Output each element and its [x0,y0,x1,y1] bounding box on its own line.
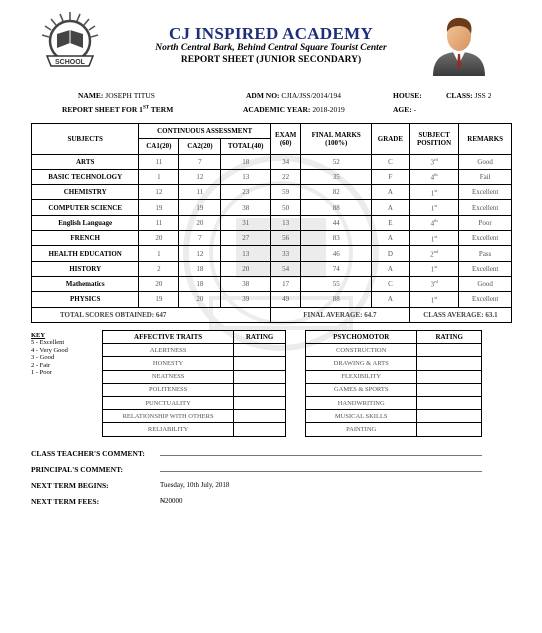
subject-cell: English Language [32,215,139,230]
remarks-cell: Good [459,276,512,291]
rating-cell [234,357,286,370]
rating-cell [417,396,482,409]
class-value: JSS 2 [474,91,492,100]
affective-trait: RELIABILITY [103,423,234,436]
key-item: 3 - Good [31,354,55,362]
position-cell [409,231,458,246]
header-final-marks: FINAL MARKS (100%) [301,124,372,155]
key-title: KEY [31,332,46,339]
class-average: CLASS AVERAGE: 63.1 [409,307,511,322]
subject-cell: BASIC TECHNOLOGY [32,169,139,184]
rating-cell [417,357,482,370]
header-affective-rating: RATING [234,331,286,344]
table-row [32,169,512,184]
ca1-cell: 1 [139,169,179,184]
total-scores: TOTAL SCORES OBTAINED: 647 [32,307,271,322]
remarks-cell: Excellent [459,231,512,246]
ca2-cell: 12 [179,246,221,261]
position-cell [409,185,458,200]
final-mark-cell: 35 [301,169,372,184]
position-cell [409,200,458,215]
student-avatar-icon [431,12,487,76]
position-suffix: rd [433,157,438,163]
total-cell: 18 [221,154,270,169]
class-row: CLASS: JSS 2 [446,91,492,100]
age-row: AGE: - [393,105,417,114]
position-suffix: st [434,202,438,208]
ca2-cell: 7 [179,154,221,169]
psychomotor-skill: HANDWRITING [306,396,417,409]
grade-cell: A [371,185,409,200]
exam-cell: 59 [270,185,301,200]
position-value: 1 [430,234,435,243]
exam-cell: 22 [270,169,301,184]
total-cell: 20 [221,261,270,276]
ca1-cell: 19 [139,292,179,307]
admission-row: ADM NO: CJIA/JSS/2014/194 [246,91,342,100]
table-row [32,154,512,169]
ca1-cell: 20 [139,231,179,246]
ca2-cell: 12 [179,169,221,184]
student-name: JOSEPH TITUS [105,91,155,100]
remarks-cell: Excellent [459,261,512,276]
ca2-cell: 20 [179,292,221,307]
logo-text: SCHOOL [55,59,85,66]
remarks-cell: Poor [459,215,512,230]
ca1-cell: 11 [139,154,179,169]
final-mark-cell: 74 [301,261,372,276]
subject-cell: COMPUTER SCIENCE [32,200,139,215]
grade-cell: A [371,200,409,215]
rating-cell [417,370,482,383]
table-row [32,231,512,246]
position-suffix: nd [433,248,439,254]
total-cell: 13 [221,246,270,261]
school-address: North Central Bark, Behind Central Square Tourist Center [155,43,387,53]
rating-cell [234,423,286,436]
table-row [32,261,512,276]
teacher-comment-line [160,455,482,456]
ca2-cell: 19 [179,200,221,215]
position-cell [409,154,458,169]
position-value: 1 [430,265,435,274]
header-grade: GRADE [371,124,409,155]
remarks-cell: Fail [459,169,512,184]
table-row [32,215,512,230]
ca1-cell: 19 [139,200,179,215]
grade-cell: D [371,246,409,261]
total-cell: 23 [221,185,270,200]
rating-cell [234,410,286,423]
subject-cell: FRENCH [32,231,139,246]
affective-traits-table [102,330,286,437]
exam-cell: 13 [270,215,301,230]
psychomotor-skill: CONSTRUCTION [306,344,417,357]
exam-cell: 54 [270,261,301,276]
principal-comment-label: PRINCIPAL'S COMMENT: [31,465,124,474]
header-affective-traits: AFFECTIVE TRAITS [103,331,234,344]
key-item: 5 - Excellent [31,339,65,347]
exam-cell: 50 [270,200,301,215]
position-suffix: st [434,264,438,270]
table-row [306,370,482,383]
table-row [306,396,482,409]
affective-trait: HONESTY [103,357,234,370]
final-mark-cell: 88 [301,292,372,307]
total-cell: 39 [221,292,270,307]
final-mark-cell: 46 [301,246,372,261]
final-average: FINAL AVERAGE: 64.7 [270,307,409,322]
house-row: HOUSE: [393,91,422,100]
final-mark-cell: 55 [301,276,372,291]
table-row [32,200,512,215]
psychomotor-skill: PAINTING [306,423,417,436]
position-cell [409,292,458,307]
subject-cell: ARTS [32,154,139,169]
grade-key [31,332,68,376]
subject-cell: CHEMISTRY [32,185,139,200]
position-value: 3 [430,280,434,289]
ca1-cell: 2 [139,261,179,276]
next-term-date: Tuesday, 10th July, 2018 [160,481,230,489]
ca1-cell: 11 [139,215,179,230]
position-value: 1 [430,204,435,213]
exam-cell: 56 [270,231,301,246]
psychomotor-table [305,330,482,437]
table-row [306,423,482,436]
table-row [32,246,512,261]
position-cell [409,246,458,261]
header-subjects: SUBJECTS [32,124,139,155]
final-mark-cell: 44 [301,215,372,230]
rating-cell [234,396,286,409]
grade-cell: C [371,154,409,169]
admission-number: CJIA/JSS/2014/194 [281,91,342,100]
table-row [103,370,286,383]
remarks-cell: Excellent [459,200,512,215]
total-cell: 13 [221,169,270,184]
position-cell [409,169,458,184]
table-row [103,357,286,370]
next-term-label: NEXT TERM BEGINS: [31,481,109,490]
table-row [103,383,286,396]
header-ca2: CA2(20) [179,139,221,154]
ca2-cell: 20 [179,215,221,230]
remarks-cell: Excellent [459,292,512,307]
affective-trait: PUNCTUALITY [103,396,234,409]
header-continuous-assessment: CONTINUOUS ASSESSMENT [139,124,271,139]
rating-cell [417,383,482,396]
position-suffix: rd [433,279,438,285]
position-cell [409,276,458,291]
rating-cell [417,344,482,357]
subject-cell: HISTORY [32,261,139,276]
principal-comment-line [160,471,482,472]
exam-cell: 33 [270,246,301,261]
table-row [103,396,286,409]
ca1-cell: 12 [139,185,179,200]
table-row [306,410,482,423]
grade-cell: E [371,215,409,230]
ca1-cell: 1 [139,246,179,261]
key-item: 1 - Poor [31,369,52,377]
subject-cell: HEALTH EDUCATION [32,246,139,261]
psychomotor-skill: DRAWING & ARTS [306,357,417,370]
table-row [103,410,286,423]
sheet-title: REPORT SHEET (JUNIOR SECONDARY) [180,55,362,65]
position-value: 2 [430,250,434,259]
header-psychomotor-rating: RATING [417,331,482,344]
ca1-cell: 20 [139,276,179,291]
final-mark-cell: 88 [301,200,372,215]
table-row [306,383,482,396]
ca2-cell: 18 [179,276,221,291]
exam-cell: 49 [270,292,301,307]
table-row [103,344,286,357]
student-name-row: NAME: JOSEPH TITUS [78,91,155,100]
subject-cell: Mathematics [32,276,139,291]
position-suffix: th [434,172,438,178]
remarks-cell: Pass [459,246,512,261]
header-ca1: CA1(20) [139,139,179,154]
position-value: 4 [430,173,435,182]
total-cell: 38 [221,276,270,291]
age-value: - [413,105,417,114]
table-row [32,185,512,200]
position-value: 1 [430,189,435,197]
remarks-cell: Excellent [459,185,512,200]
header-subject-position: SUBJECT POSITION [409,124,458,155]
ca2-cell: 11 [179,185,221,200]
results-table [31,123,512,323]
total-cell: 38 [221,200,270,215]
psychomotor-skill: FLEXIBILITY [306,370,417,383]
key-item: 2 - Fair [31,361,51,369]
position-cell [409,215,458,230]
position-suffix: st [434,294,438,300]
next-term-fees-label: NEXT TERM FEES: [31,497,100,506]
final-mark-cell: 82 [301,185,372,200]
grade-cell: F [371,169,409,184]
position-suffix: st [434,233,438,239]
totals-row [32,307,512,322]
psychomotor-skill: MUSICAL SKILLS [306,410,417,423]
academic-year: 2018-2019 [312,105,345,114]
header-remarks: REMARKS [459,124,512,155]
position-value: 4 [430,219,435,228]
school-name: CJ INSPIRED ACADEMY [168,24,374,43]
term-row: REPORT SHEET FOR 1ST TERM [62,105,174,114]
position-suffix: st [434,187,438,193]
rating-cell [417,410,482,423]
grade-cell: A [371,231,409,246]
table-row [32,276,512,291]
position-cell [409,261,458,276]
table-row [103,423,286,436]
rating-cell [234,383,286,396]
ca2-cell: 7 [179,231,221,246]
position-suffix: th [434,218,438,224]
grade-cell: C [371,276,409,291]
remarks-cell: Good [459,154,512,169]
next-term-fees: ₦20000 [160,497,183,505]
position-value: 1 [430,296,435,305]
table-row [306,344,482,357]
academic-year-row: ACADEMIC YEAR: 2018-2019 [243,105,345,114]
header-exam: EXAM (60) [270,124,301,155]
final-mark-cell: 52 [301,154,372,169]
rating-cell [417,423,482,436]
grade-cell: A [371,292,409,307]
affective-trait: ALERTNESS [103,344,234,357]
psychomotor-skill: GAMES & SPORTS [306,383,417,396]
total-cell: 27 [221,231,270,246]
table-row [306,357,482,370]
affective-trait: POLITENESS [103,383,234,396]
affective-trait: NEATNESS [103,370,234,383]
affective-trait: RELATIONSHIP WITH OTHERS [103,410,234,423]
header-psychomotor: PSYCHOMOTOR [306,331,417,344]
grade-cell: A [371,261,409,276]
header-total: TOTAL(40) [221,139,270,154]
exam-cell: 34 [270,154,301,169]
total-cell: 31 [221,215,270,230]
position-value: 3 [430,158,434,167]
rating-cell [234,344,286,357]
rating-cell [234,370,286,383]
table-row [32,292,512,307]
key-item: 4 - Very Good [31,346,68,354]
exam-cell: 17 [270,276,301,291]
ca2-cell: 18 [179,261,221,276]
final-mark-cell: 83 [301,231,372,246]
teacher-comment-label: CLASS TEACHER'S COMMENT: [31,449,145,458]
subject-cell: PHYSICS [32,292,139,307]
